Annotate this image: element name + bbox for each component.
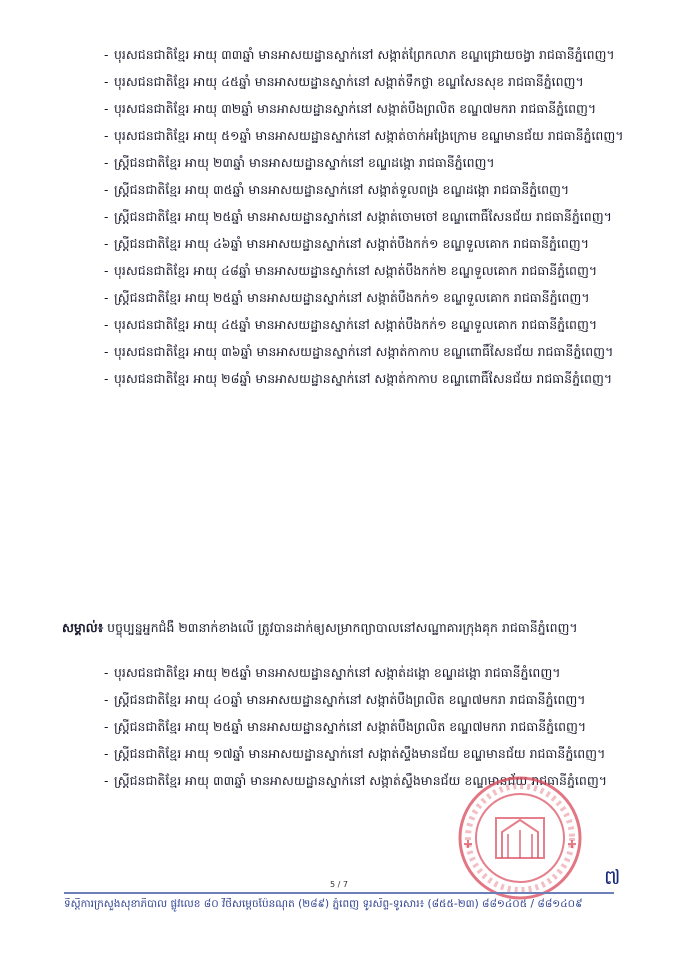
- footer-divider: [64, 892, 614, 894]
- note-label: សម្គាល់៖: [62, 620, 104, 635]
- list-item: - បុរសជនជាតិខ្មែរ អាយុ ៣៦ឆ្នាំ មានអាសយដ្ឋានស្នាក់នៅ សង្កាត់កាកាប ខណ្ឌពោធិ៍សែនជ័យ រាជធានីភ្នំពេញ។: [104, 341, 644, 363]
- list-item: - ស្ត្រីជនជាតិខ្មែរ អាយុ ២៥ឆ្នាំ មានអាសយដ្ឋានស្នាក់នៅ សង្កាត់បឹងកក់១ ខណ្ឌទួលគោក រាជធានីភ្នំពេញ។: [104, 287, 644, 309]
- list-item: - ស្ត្រីជនជាតិខ្មែរ អាយុ ៤០ឆ្នាំ មានអាសយដ្ឋានស្នាក់នៅ សង្កាត់បឹងព្រលិត ខណ្ឌ៧មករា រាជធានីភ្នំពេញ។: [104, 689, 644, 711]
- list-item: - បុរសជនជាតិខ្មែរ អាយុ ៥១ឆ្នាំ មានអាសយដ្ឋានស្នាក់នៅ សង្កាត់ចាក់អង្រែក្រោម ខណ្ឌមានជ័យ រាជធានីភ្នំពេញ។: [104, 125, 644, 147]
- list-item: - បុរសជនជាតិខ្មែរ អាយុ ២៥ឆ្នាំ មានអាសយដ្ឋានស្នាក់នៅ សង្កាត់ដង្កោ ខណ្ឌដង្កោ រាជធានីភ្នំពេញ។: [104, 662, 644, 684]
- list-item: - ស្ត្រីជនជាតិខ្មែរ អាយុ ២៥ឆ្នាំ មានអាសយដ្ឋានស្នាក់នៅ សង្កាត់ចោមចៅ ខណ្ឌពោធិ៍សែនជ័យ រាជធានីភ្នំពេញ។: [104, 206, 644, 228]
- note-paragraph: [62, 617, 646, 639]
- list-item: - ស្ត្រីជនជាតិខ្មែរ អាយុ ១៧ឆ្នាំ មានអាសយដ្ឋានស្នាក់នៅ សង្កាត់ស្ទឹងមានជ័យ ខណ្ឌមានជ័យ រាជធានីភ្នំពេញ។: [104, 743, 644, 765]
- list-item: - ស្ត្រីជនជាតិខ្មែរ អាយុ ៣៣ឆ្នាំ មានអាសយដ្ឋានស្នាក់នៅ សង្កាត់ស្ទឹងមានជ័យ ខណ្ឌមានជ័យ រាជធានីភ្នំពេញ។: [104, 770, 644, 792]
- list-item: - បុរសជនជាតិខ្មែរ អាយុ ៤៥ឆ្នាំ មានអាសយដ្ឋានស្នាក់នៅ សង្កាត់បឹងកក់១ ខណ្ឌទួលគោក រាជធានីភ្នំពេញ។: [104, 314, 644, 336]
- list-item: - ស្ត្រីជនជាតិខ្មែរ អាយុ ៣៥ឆ្នាំ មានអាសយដ្ឋានស្នាក់នៅ សង្កាត់ទួលពង្រ ខណ្ឌដង្កោ រាជធានីភ្នំពេញ។: [104, 179, 644, 201]
- note-text: បច្ចុប្បន្នអ្នកជំងឺ ២៣នាក់ខាងលើ ត្រូវបានដាក់ឲ្យសម្រាកព្យាបាលនៅសណ្ឋាគារក្រុងគុក រាជធានីភ្នំពេញ។: [103, 620, 578, 635]
- list-item: - បុរសជនជាតិខ្មែរ អាយុ ៤៨ឆ្នាំ មានអាសយដ្ឋានស្នាក់នៅ សង្កាត់បឹងកក់២ ខណ្ឌទួលគោក រាជធានីភ្នំពេញ។: [104, 260, 644, 282]
- footer-address: ទីស្តីការក្រសួងសុខាភិបាល ផ្លូវលេខ ៨០ វិថីសម្តេចប៉ែនណុត (២៨៩) ភ្នំពេញ ទូរស័ព្ទ-ទូរសារ៖ (៨៥៥-២៣) ៨៨១៤០៥ / ៨៨១៤០៩: [64, 898, 583, 910]
- page-number: 5 / 7: [330, 880, 348, 889]
- list-item: - បុរសជនជាតិខ្មែរ អាយុ ៤៥ឆ្នាំ មានអាសយដ្ឋានស្នាក់នៅ សង្កាត់ទឹកថ្លា ខណ្ឌសែនសុខ រាជធានីភ្នំពេញ។: [104, 71, 644, 93]
- list-item: - ស្ត្រីជនជាតិខ្មែរ អាយុ ២៥ឆ្នាំ មានអាសយដ្ឋានស្នាក់នៅ សង្កាត់បឹងព្រលិត ខណ្ឌ៧មករា រាជធានីភ្នំពេញ។: [104, 716, 644, 738]
- list-item: - ស្ត្រីជនជាតិខ្មែរ អាយុ ២៣ឆ្នាំ មានអាសយដ្ឋានស្នាក់នៅ ខណ្ឌដង្កោ រាជធានីភ្នំពេញ។: [104, 152, 644, 174]
- list-item: - ស្ត្រីជនជាតិខ្មែរ អាយុ ៤៦ឆ្នាំ មានអាសយដ្ឋានស្នាក់នៅ សង្កាត់បឹងកក់១ ខណ្ឌទួលគោក រាជធានីភ្នំពេញ។: [104, 233, 644, 255]
- patient-list-upper: [104, 44, 644, 395]
- list-item: - បុរសជនជាតិខ្មែរ អាយុ ២៨ឆ្នាំ មានអាសយដ្ឋានស្នាក់នៅ សង្កាត់កាកាប ខណ្ឌពោធិ៍សែនជ័យ រាជធានីភ្នំពេញ។: [104, 368, 644, 390]
- signature-mark: ៧: [604, 865, 621, 889]
- list-item: - បុរសជនជាតិខ្មែរ អាយុ ៣២ឆ្នាំ មានអាសយដ្ឋានស្នាក់នៅ សង្កាត់បឹងព្រលិត ខណ្ឌ៧មករា រាជធានីភ្នំពេញ។: [104, 98, 644, 120]
- list-item: - បុរសជនជាតិខ្មែរ អាយុ ៣៣ឆ្នាំ មានអាសយដ្ឋានស្នាក់នៅ សង្កាត់ព្រែកលាភ ខណ្ឌជ្រោយចង្វា រាជធានីភ្នំពេញ។: [104, 44, 644, 66]
